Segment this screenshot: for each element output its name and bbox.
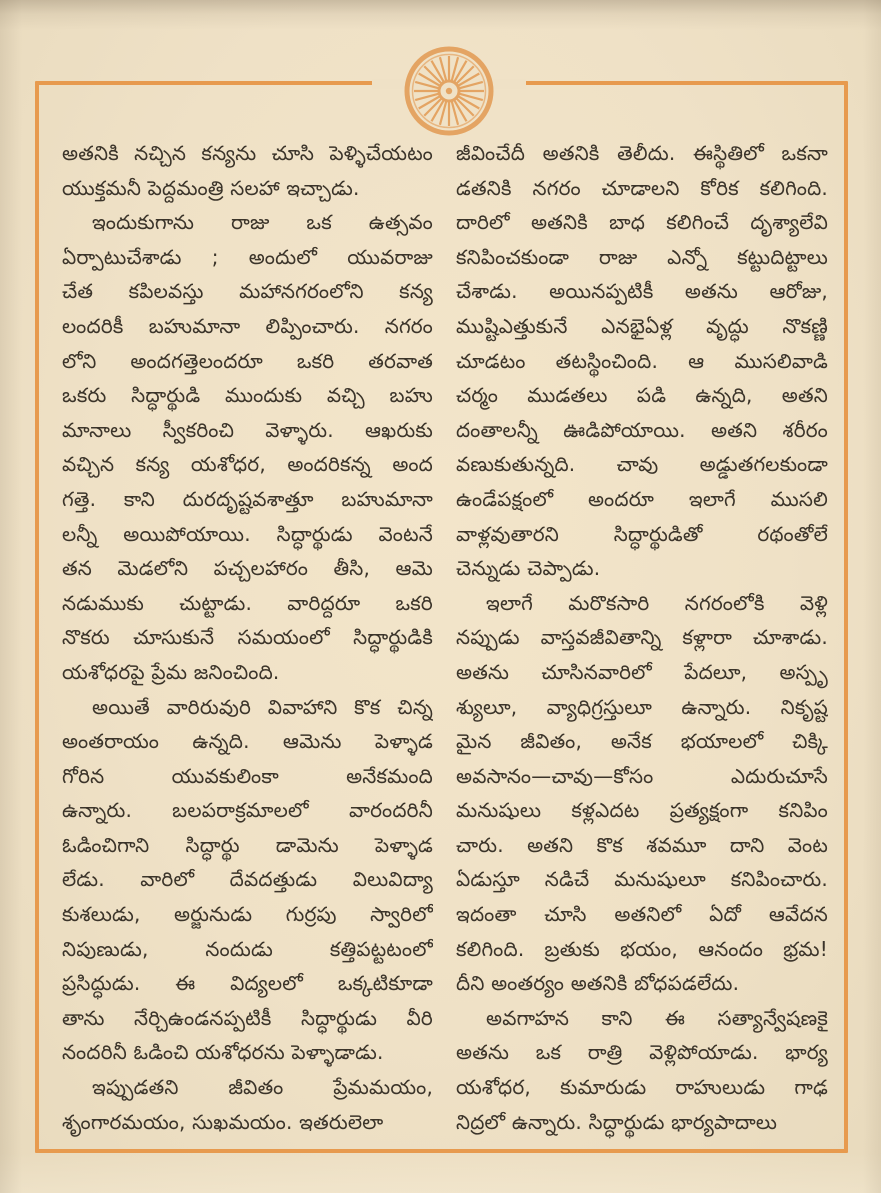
text-line: లోని అందగత్తెలందరూ ఒకరి తరవాత xyxy=(62,348,433,373)
text-line: ఇలాగే మరొకసారి నగరంలోకి వెళ్లి xyxy=(486,590,828,615)
text-line: చర్మం ముడతలు పడి ఉన్నది, అతని xyxy=(456,383,828,408)
text-line: ఉండేపక్షంలో అందరూ ఇలాగే ముసలి xyxy=(456,486,828,511)
text-line: ఓడించిగాని సిద్ధార్థు డామెను పెళ్ళాడ xyxy=(62,832,433,857)
text-line: డతనికి నగరం చూడాలని కోరిక కలిగింది. xyxy=(456,175,828,200)
text-line: ఇందుకుగాను రాజు ఒక ఉత్సవం xyxy=(92,210,433,235)
text-line: ఇదంతా చూసి అతనిలో ఏదో ఆవేదన xyxy=(456,902,828,927)
text-line: దారిలో అతనికి బాధ కలిగించే దృశ్యాలేవి xyxy=(456,210,828,235)
text-line: చేత కపిలవస్తు మహానగరంలోని కన్య xyxy=(62,279,433,304)
text-line: ప్రసిద్ధుడు. ఈ విద్యలలో ఒక్కటికూడా xyxy=(62,971,433,996)
text-line: ఉన్నారు. బలపరాక్రమాలలో వారందరినీ xyxy=(62,798,433,823)
text-line: కుశలుడు, అర్జునుడు గుర్రపు స్వారిలో xyxy=(62,902,433,927)
text-line: శ్యులూ, వ్యాధిగ్రస్తులూ ఉన్నారు. నికృష్ట xyxy=(456,694,828,719)
text-line: జీవించేదీ అతనికి తెలీదు. ఈస్థితిలో ఒకనా xyxy=(456,141,828,165)
dharma-chakra-icon xyxy=(403,45,495,137)
text-line: మానాలు స్వీకరించి వెళ్ళారు. ఆఖరుకు xyxy=(62,417,433,442)
text-line: ఒకరు సిద్ధార్థుడి ముందుకు వచ్చి బహు xyxy=(62,383,433,408)
text-line: అతను ఒక రాత్రి వెళ్లిపోయాడు. భార్య xyxy=(456,1040,828,1065)
paragraph xyxy=(456,586,828,1001)
text-line: ముష్టిఎత్తుకునే ఎనభైఏళ్ల వృద్ధు నొకణ్ణి xyxy=(456,313,828,338)
text-line: అంతరాయం ఉన్నది. ఆమెను పెళ్ళాడ xyxy=(62,729,433,754)
text-column-right xyxy=(456,136,828,1139)
text-line: చేశాడు. అయినప్పటికీ అతను ఆరోజు, xyxy=(456,279,828,304)
text-line: మైన జీవితం, అనేక భయాలలో చిక్కి xyxy=(456,729,828,754)
text-line: ఏర్పాటుచేశాడు ; అందులో యువరాజు xyxy=(62,244,433,269)
text-line: లన్నీ అయిపోయాయి. సిద్ధార్థుడు వెంటనే xyxy=(62,521,433,546)
paragraph xyxy=(456,1001,828,1139)
text-line: మనుషులు కళ్లఎదట ప్రత్యక్షంగా కనిపిం xyxy=(456,798,828,823)
text-line: లేడు. వారిలో దేవదత్తుడు విలువిద్యా xyxy=(62,867,433,892)
text-line: ఇప్పుడతని జీవితం ప్రేమమయం, xyxy=(92,1075,433,1100)
text-line: వచ్చిన కన్య యశోధర, అందరికన్న అంద xyxy=(62,452,433,477)
text-line: నడుముకు చుట్టాడు. వారిద్దరూ ఒకరి xyxy=(62,590,433,615)
text-line: కలిగింది. బ్రతుకు భయం, ఆనందం భ్రమ! xyxy=(456,936,828,961)
text-line: అవగాహన కాని ఈ సత్యాన్వేషణకై xyxy=(486,1005,828,1030)
text-line: లందరికీ బహుమానా లిప్పించారు. నగరం xyxy=(62,313,433,338)
text-line: దంతాలన్నీ ఊడిపోయాయి. అతని శరీరం xyxy=(456,417,828,442)
text-line: వణుకుతున్నది. చావు అడ్డుతగలకుండా xyxy=(456,452,828,477)
text-line: అవసానం—చావు—కోసం ఎదురుచూసే xyxy=(456,763,828,788)
text-line: వాళ్లవుతారని సిద్ధార్థుడితో రథంతోలే xyxy=(456,521,828,546)
text-line: అయితే వారిరువురి వివాహాని కొక చిన్న xyxy=(92,694,433,719)
text-line: ఏడుస్తూ నడిచే మనుషులూ కనిపించారు. xyxy=(456,867,828,892)
paragraph xyxy=(62,136,433,205)
text-line: అతను చూసినవారిలో పేదలూ, అస్పృ xyxy=(456,659,828,684)
text-line: గత్తె. కాని దురదృష్టవశాత్తూ బహుమానా xyxy=(62,486,433,511)
text-line: చెన్నుడు చెప్పాడు. xyxy=(456,556,601,581)
text-line: యుక్తమనీ పెద్దమంత్రి సలహా ఇచ్చాడు. xyxy=(62,175,360,200)
text-line: కనిపించకుండా రాజు ఎన్నో కట్టుదిట్టాలు xyxy=(456,244,828,269)
text-column-left xyxy=(62,136,433,1139)
text-line: శృంగారమయం, సుఖమయం. ఇతరులెలా xyxy=(62,1109,384,1134)
paragraph xyxy=(62,690,433,1071)
text-line: నొకరు చూసుకునే సమయంలో సిద్ధార్థుడికి xyxy=(62,625,433,650)
paragraph xyxy=(62,205,433,689)
text-line: చూడటం తటస్థించింది. ఆ ముసలివాడి xyxy=(456,348,828,373)
text-line: యశోధర, కుమారుడు రాహులుడు గాఢ xyxy=(456,1075,828,1100)
text-line: తన మెడలోని పచ్చలహారం తీసి, ఆమె xyxy=(62,556,433,581)
text-line: నందరినీ ఓడించి యశోధరను పెళ్ళాడాడు. xyxy=(62,1040,384,1065)
text-line: నిపుణుడు, నందుడు కత్తిపట్టటంలో xyxy=(62,936,433,961)
text-line: గోరిన యువకులింకా అనేకమంది xyxy=(62,763,433,788)
text-line: నప్పుడు వాస్తవజీవితాన్ని కళ్లారా చూశాడు. xyxy=(456,625,828,650)
text-line: అతనికి నచ్చిన కన్యను చూసి పెళ్ళిచేయటం xyxy=(62,141,433,165)
text-line: చారు. అతని కొక శవమూ దాని వెంట xyxy=(456,832,828,857)
paragraph xyxy=(62,1070,433,1139)
text-line: యశోధరపై ప్రేమ జనించింది. xyxy=(62,659,280,684)
text-line: నిద్రలో ఉన్నారు. సిద్ధార్థుడు భార్యపాదాలు xyxy=(456,1109,778,1134)
text-line: తాను నేర్చిఉండనప్పటికీ సిద్ధార్థుడు వీరి xyxy=(62,1005,433,1030)
paragraph xyxy=(456,136,828,586)
text-line: దీని అంతర్యం అతనికి బోధపడలేదు. xyxy=(456,971,740,996)
